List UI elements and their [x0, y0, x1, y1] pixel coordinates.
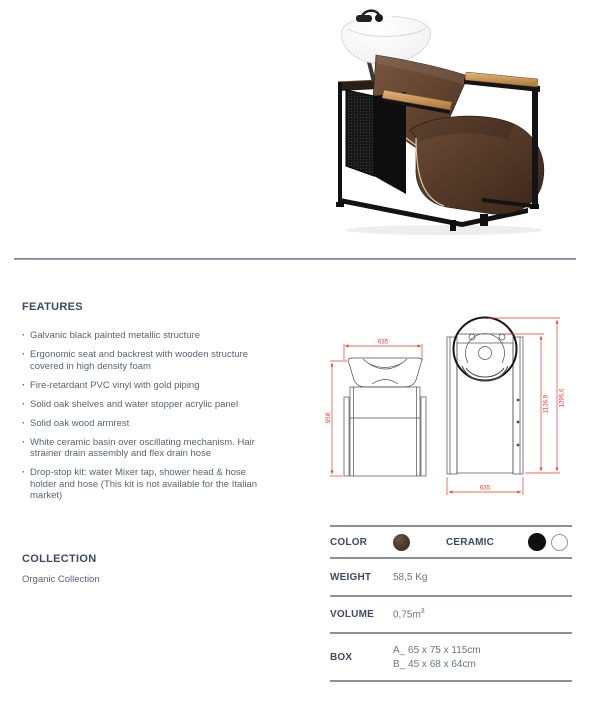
box-value-a: A_ 65 x 75 x 115cm: [393, 644, 481, 656]
top-inner-height-dim-label: 1136,9: [542, 394, 550, 414]
product-photo: [332, 8, 556, 236]
box-value-b: B_ 45 x 68 x 64cm: [393, 658, 476, 670]
top-width-dim-label: 635: [479, 484, 491, 492]
feature-item: · Ergonomic seat and backrest with wooden structure covered in high density foam: [22, 349, 260, 372]
faucet: [356, 11, 383, 22]
floor-shadow: [346, 225, 542, 235]
front-width-dim-label: 635: [377, 338, 389, 346]
mesh-panel: [346, 90, 406, 194]
spec-row-box: [330, 632, 572, 682]
feature-item: · Solid oak shelves and water stopper acrylic panel: [22, 399, 260, 411]
spec-row-weight: [330, 557, 572, 595]
spec-row-volume: [330, 595, 572, 632]
top-view-drawing: [447, 318, 523, 475]
collection-heading: COLLECTION: [22, 553, 97, 565]
volume-exponent: 3: [420, 608, 425, 616]
frame-side-panel: [374, 92, 406, 194]
ceramic-swatch-black: [528, 533, 546, 551]
weight-value: 58,5 Kg: [393, 571, 428, 583]
spec-table: [330, 525, 572, 682]
ceramic-swatch-white: [551, 534, 568, 551]
feature-item: · White ceramic basin over oscillating mechanism. Hair strainer drain assembly and flex drain hose: [22, 437, 260, 460]
box-values: [393, 645, 481, 670]
section-divider: [14, 258, 576, 260]
front-height-dim-label: 958: [325, 412, 332, 424]
front-view-drawing: [344, 358, 426, 476]
volume-label: VOLUME: [330, 609, 374, 620]
weight-label: WEIGHT: [330, 571, 372, 583]
color-swatch-brown: [393, 534, 410, 551]
features-heading: FEATURES: [22, 301, 83, 313]
collection-value: Organic Collection: [22, 574, 100, 585]
technical-drawings: [316, 310, 582, 510]
box-label: BOX: [330, 651, 353, 663]
feature-item: · Galvanic black painted metallic structure: [22, 330, 260, 342]
volume-value: $0,75m^3$: [393, 608, 425, 621]
features-list: [22, 330, 260, 509]
top-outer-height-dim-label: 1295,6: [558, 388, 566, 408]
seat: [410, 116, 544, 214]
ceramic-label: CERAMIC: [446, 536, 495, 548]
feature-item: · Solid oak wood armrest: [22, 418, 260, 430]
feature-item: · Fire-retardant PVC vinyl with gold piping: [22, 380, 260, 392]
color-label: COLOR: [330, 536, 368, 548]
spec-row-color: [330, 525, 572, 557]
feature-item: · Drop-stop kit: water Mixer tap, shower head & hose holder and hose (This kit is not available for the Italian market): [22, 467, 260, 502]
